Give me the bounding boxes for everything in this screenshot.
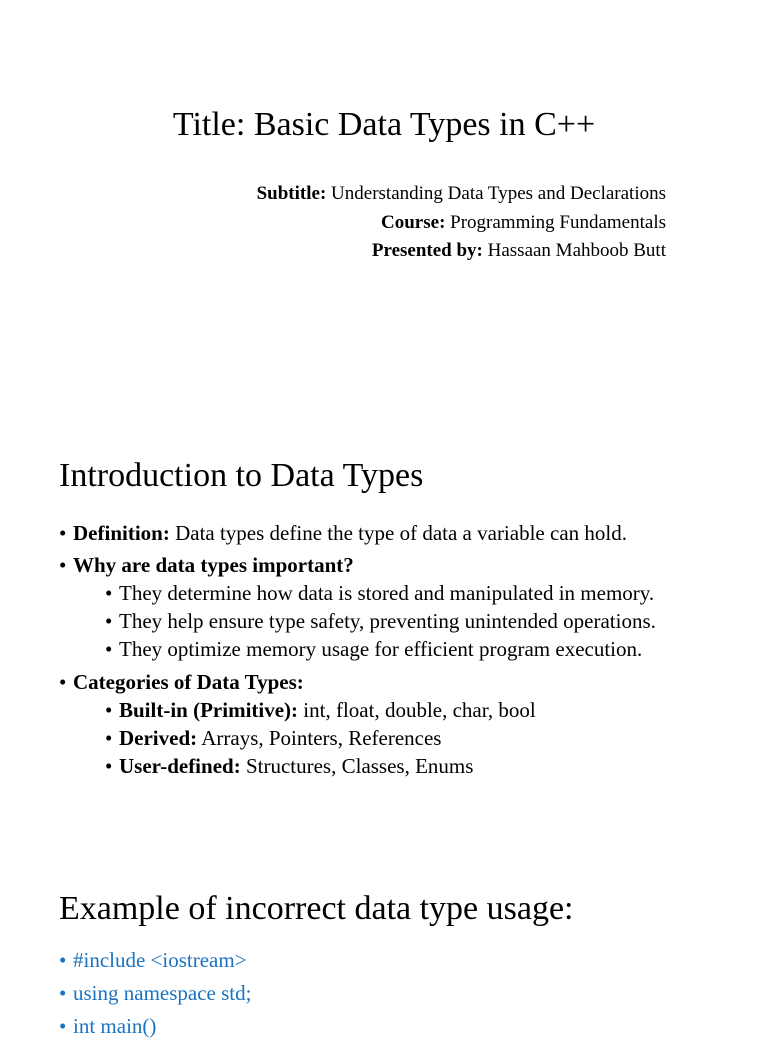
importance-item <box>59 551 656 664</box>
code-line-text: #include <iostream> <box>73 948 247 972</box>
categories-sublist <box>73 696 656 781</box>
bullet-icon: • <box>59 981 67 1005</box>
bullet-icon: • <box>59 669 67 694</box>
category-label: Derived: <box>119 725 198 750</box>
bullet-icon: • <box>59 1014 67 1038</box>
subtitle-row <box>257 180 666 209</box>
presenter-row <box>257 237 666 266</box>
title-meta-block <box>257 180 666 266</box>
categories-item <box>59 668 656 781</box>
subtitle-value: Understanding Data Types and Declarations <box>331 183 666 204</box>
example-heading: Example of incorrect data type usage: <box>59 890 574 927</box>
code-line <box>59 944 251 977</box>
bullet-icon: • <box>59 521 67 545</box>
importance-label: Why are data types important? <box>73 553 354 577</box>
presenter-label: Presented by: <box>371 240 483 261</box>
category-label: Built-in (Primitive): <box>119 697 299 722</box>
definition-item <box>59 519 656 547</box>
importance-point-text: They help ensure type safety, preventing unintended operations. <box>119 609 656 634</box>
importance-point-text: They determine how data is stored and manipulated in memory. <box>119 581 655 605</box>
bullet-icon: • <box>105 725 113 750</box>
bullet-icon: • <box>105 609 113 634</box>
category-item <box>105 724 656 752</box>
importance-point <box>105 635 656 663</box>
bullet-icon: • <box>105 637 113 662</box>
course-row <box>257 209 666 238</box>
category-item <box>105 696 656 724</box>
code-example-list <box>59 944 251 1043</box>
bullet-icon: • <box>105 697 113 722</box>
importance-point <box>105 607 656 635</box>
importance-sublist <box>73 579 656 664</box>
intro-list <box>59 519 656 780</box>
definition-label: Definition: <box>73 521 170 545</box>
bullet-icon: • <box>59 553 67 577</box>
category-item <box>105 752 656 780</box>
page-title: Title: Basic Data Types in C++ <box>172 106 596 143</box>
category-value: int, float, double, char, bool <box>303 697 536 722</box>
code-line <box>59 977 251 1010</box>
importance-point <box>105 579 656 607</box>
category-value: Structures, Classes, Enums <box>245 754 474 779</box>
bullet-icon: • <box>105 581 113 605</box>
definition-text: Data types define the type of data a variable can hold. <box>175 521 627 545</box>
categories-label: Categories of Data Types: <box>73 669 304 694</box>
intro-heading: Introduction to Data Types <box>59 457 424 494</box>
category-label: User-defined: <box>119 754 241 779</box>
code-line-text: int main() <box>73 1014 157 1038</box>
code-line-text: using namespace std; <box>73 981 252 1005</box>
presenter-value: Hassaan Mahboob Butt <box>487 240 666 261</box>
bullet-icon: • <box>105 754 113 779</box>
importance-point-text: They optimize memory usage for efficient program execution. <box>119 637 643 662</box>
course-label: Course: <box>381 211 446 233</box>
category-value: Arrays, Pointers, References <box>201 725 442 750</box>
bullet-icon: • <box>59 948 67 972</box>
subtitle-label: Subtitle: <box>256 183 327 204</box>
code-line <box>59 1010 251 1043</box>
course-value: Programming Fundamentals <box>450 211 666 233</box>
